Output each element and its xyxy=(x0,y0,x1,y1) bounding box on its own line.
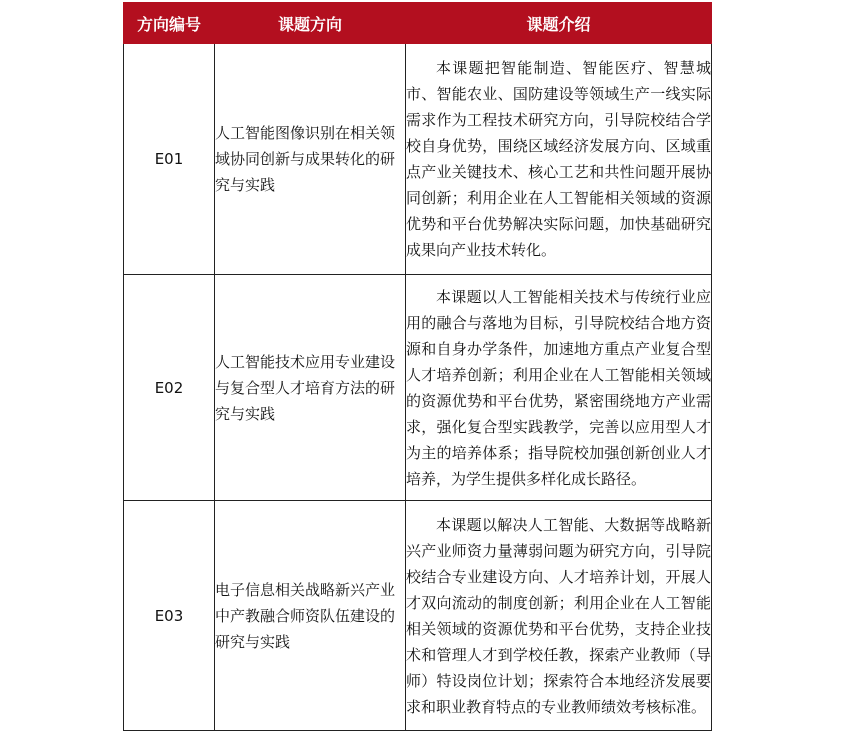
row-topic: 人工智能图像识别在相关领域协同创新与成果转化的研究与实践 xyxy=(215,44,406,275)
row-intro: 本课题把智能制造、智能医疗、智慧城市、智能农业、国防建设等领域生产一线实际需求作为工程技术研究方向，引导院校结合学校自身优势，围绕区域经济发展方向、区域重点产业关键技术、核心工艺和共性问题开展协同创新；利用企业在人工智能相关领域的资源优势和平台优势解决实际问题，加快基础研究成果向产业技术转化。 xyxy=(406,44,712,275)
table-body xyxy=(124,44,712,731)
row-intro: 本课题以解决人工智能、大数据等战略新兴产业师资力量薄弱问题为研究方向，引导院校结合专业建设方向、人才培养计划，开展人才双向流动的制度创新；利用企业在人工智能相关领域的资源优势和平台优势，支持企业技术和管理人才到学校任教，探索产业教师（导师）特设岗位计划；探索符合本地经济发展要求和职业教育特点的专业教师绩效考核标准。 xyxy=(406,501,712,731)
row-topic: 电子信息相关战略新兴产业中产教融合师资队伍建设的研究与实践 xyxy=(215,501,406,731)
topics-table xyxy=(123,2,712,731)
table-row xyxy=(124,501,712,731)
header-row xyxy=(124,3,712,44)
header-topic: 课题方向 xyxy=(215,3,406,44)
header-code: 方向编号 xyxy=(124,3,215,44)
row-topic: 人工智能技术应用专业建设与复合型人才培育方法的研究与实践 xyxy=(215,275,406,501)
table-header xyxy=(124,3,712,44)
header-intro: 课题介绍 xyxy=(406,3,712,44)
table-row xyxy=(124,275,712,501)
row-code: E03 xyxy=(124,501,215,731)
row-code: E02 xyxy=(124,275,215,501)
row-intro: 本课题以人工智能相关技术与传统行业应用的融合与落地为目标，引导院校结合地方资源和自身办学条件，加速地方重点产业复合型人才培养创新；利用企业在人工智能相关领域的资源优势和平台优势，紧密围绕地方产业需求，强化复合型实践教学，完善以应用型人才为主的培养体系；指导院校加强创新创业人才培养，为学生提供多样化成长路径。 xyxy=(406,275,712,501)
table-row xyxy=(124,44,712,275)
row-code: E01 xyxy=(124,44,215,275)
